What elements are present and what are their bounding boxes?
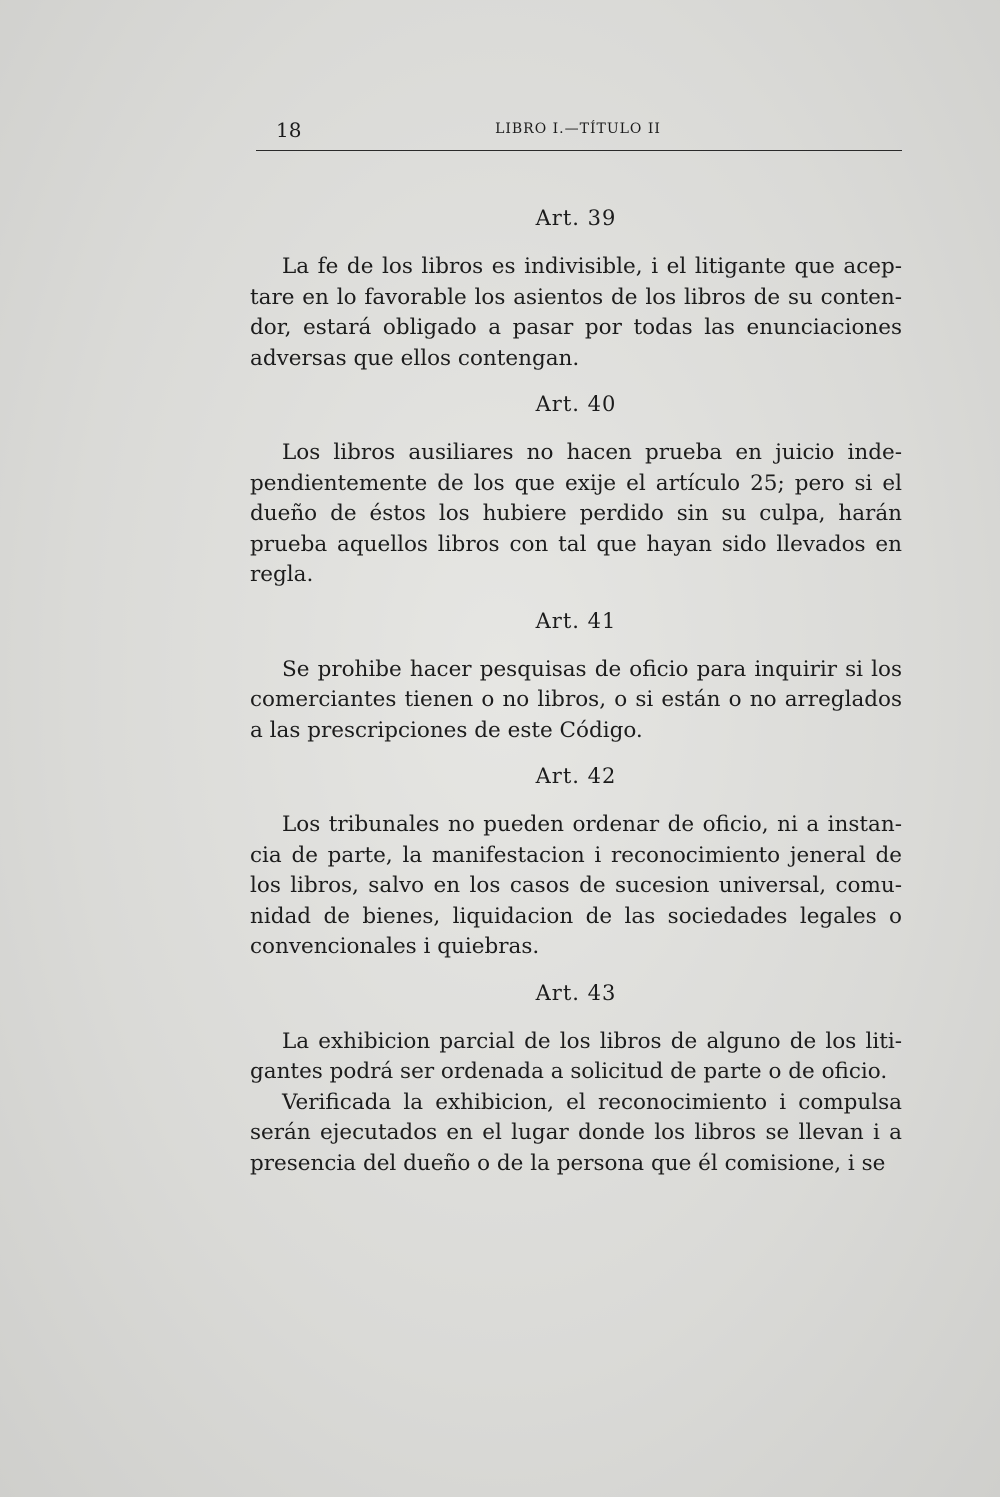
running-head: LIBRO I.—TÍTULO II — [495, 121, 661, 137]
article-heading: Art. 41 — [535, 608, 617, 633]
article-paragraph: Los tribunales no pueden ordenar de oficio, ni a instancia de parte, la manifestacion i reconocimiento jeneral de los libros, salvo en los casos de sucesion universal, comunidad de bienes, liquidacion de las sociedades legales o convencionales i quiebras. — [250, 812, 902, 959]
page-header — [256, 116, 900, 144]
article-paragraph: La fe de los libros es indivisible, i el litigante que aceptare en lo favorable los asientos de los libros de su contendor, estará obligado a pasar por todas las enunciaciones adversas que ellos contengan. — [250, 254, 902, 371]
article-heading: Art. 39 — [535, 206, 617, 230]
article-39 — [250, 206, 902, 374]
article-heading: Art. 42 — [535, 764, 617, 788]
article-41 — [250, 609, 902, 747]
article-40 — [250, 392, 902, 591]
page-body — [250, 206, 902, 1197]
article-heading: Art. 40 — [535, 392, 617, 416]
article-paragraph: Los libros ausiliares no hacen prueba en juicio independientemente de los que exije el artículo 25; pero si el dueño de éstos los hubiere perdido sin su culpa, harán prueba aquellos libros con tal que hayan sido llevados en regla. — [250, 440, 902, 587]
article-paragraph: La exhibicion parcial de los libros de alguno de los litigantes podrá ser ordenada a solicitud de parte o de oficio. — [250, 1028, 902, 1084]
header-rule — [256, 150, 902, 151]
article-43 — [250, 981, 902, 1180]
article-42 — [250, 764, 902, 963]
article-heading: Art. 43 — [535, 980, 617, 1005]
article-paragraph: Verificada la exhibicion, el reconocimiento i compulsa serán ejecutados en el lugar donde los libros se llevan i a presencia del dueño o de la persona que él comisione, i se — [250, 1089, 902, 1176]
page-number: 18 — [276, 118, 302, 142]
article-paragraph: Se prohibe hacer pesquisas de oficio para inquirir si los comerciantes tienen o no libros, o si están o no arreglados a las prescripciones de este Código. — [250, 656, 902, 743]
